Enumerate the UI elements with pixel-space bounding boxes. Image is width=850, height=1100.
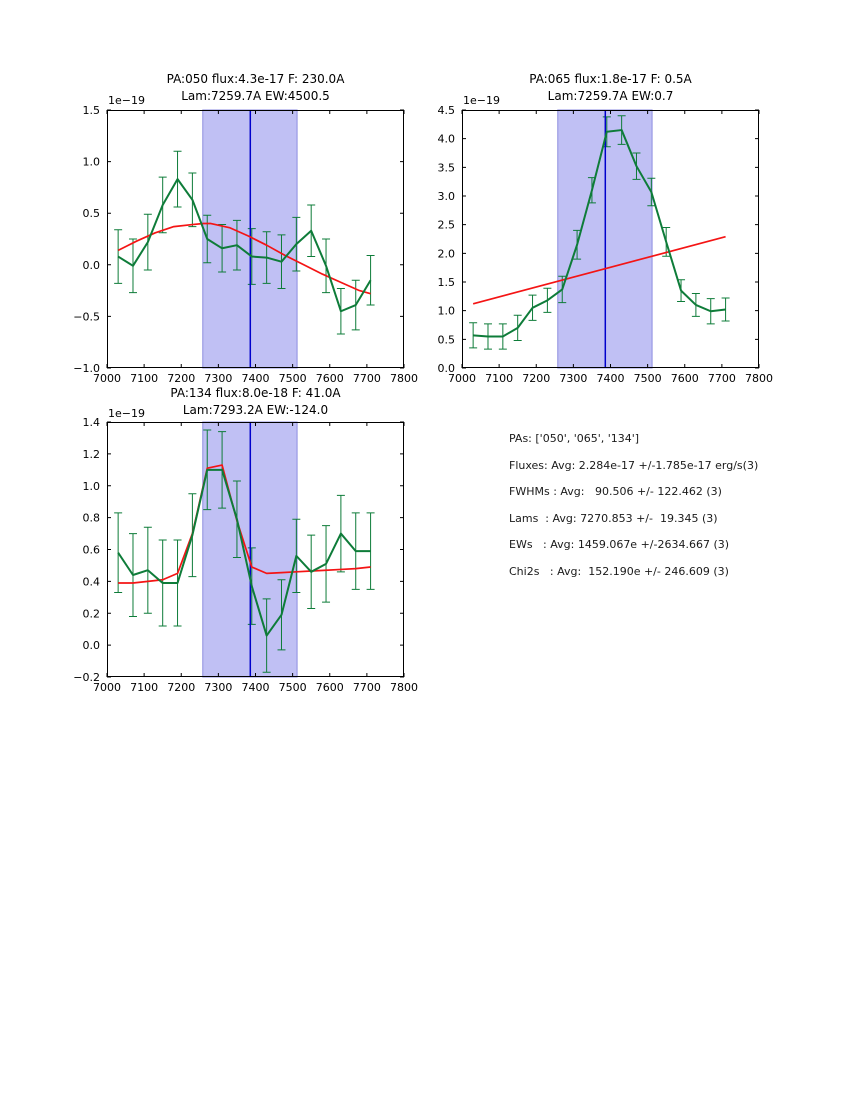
stats-panel: [509, 432, 758, 591]
y-tick-label: 0.8: [82, 511, 100, 525]
x-tick-label: 7300: [204, 681, 233, 694]
y-tick-label: −0.2: [73, 671, 100, 684]
plot3-offset-label: 1e−19: [108, 407, 145, 420]
y-tick-label: 1.0: [437, 304, 455, 318]
y-tick-label: 0.0: [82, 258, 100, 272]
x-tick-label: 7700: [352, 681, 381, 694]
y-tick-label: 1.4: [82, 416, 100, 429]
y-tick-label: 0.5: [437, 333, 455, 347]
plot1-title: [107, 71, 404, 105]
y-tick-label: 4.0: [437, 132, 455, 146]
y-tick-label: 0.0: [82, 639, 100, 653]
x-tick-label: 7700: [352, 372, 381, 385]
x-tick-label: 7800: [390, 681, 418, 694]
y-tick-label: 0.4: [82, 575, 100, 589]
plot3-title-line2: Lam:7293.2A EW:-124.0: [182, 403, 329, 417]
x-tick-label: 7800: [745, 372, 773, 385]
y-tick-label: 4.5: [437, 104, 455, 117]
plot2-title-line2: Lam:7259.7A EW:0.7: [547, 89, 674, 103]
x-tick-label: 7300: [559, 372, 588, 385]
plot2-title: [462, 71, 759, 105]
x-tick-label: 7100: [130, 681, 159, 694]
plot2-axes: [437, 104, 773, 385]
plot1-axes: [73, 104, 418, 385]
x-tick-label: 7500: [278, 372, 307, 385]
x-tick-label: 7200: [522, 372, 551, 385]
x-tick-label: 7600: [315, 681, 344, 694]
x-tick-label: 7500: [633, 372, 662, 385]
plot2-offset-label: 1e−19: [463, 94, 500, 107]
y-tick-label: 3.0: [437, 190, 455, 203]
stats-lams: Lams : Avg: 7270.853 +/- 19.345 (3): [509, 511, 718, 525]
x-tick-label: 7400: [596, 372, 625, 385]
y-tick-label: 2.0: [437, 247, 455, 261]
plot3-axes: [73, 416, 418, 694]
y-tick-label: 0.0: [437, 362, 455, 375]
x-tick-label: 7000: [93, 681, 121, 694]
stats-fluxes: Fluxes: Avg: 2.284e-17 +/-1.785e-17 erg/s(3): [509, 458, 759, 472]
x-tick-label: 7000: [93, 372, 121, 385]
x-tick-label: 7000: [448, 372, 476, 385]
y-tick-label: −0.5: [73, 310, 100, 324]
y-tick-label: 2.5: [437, 218, 455, 232]
y-tick-label: 1.5: [437, 276, 455, 289]
y-tick-label: 1.0: [82, 155, 100, 169]
y-tick-label: −1.0: [73, 362, 100, 375]
x-tick-label: 7600: [670, 372, 699, 385]
x-tick-label: 7100: [485, 372, 514, 385]
x-tick-label: 7500: [278, 681, 307, 694]
x-tick-label: 7300: [204, 372, 233, 385]
stats-chi2s: Chi2s : Avg: 152.190e +/- 246.609 (3): [509, 564, 729, 578]
plot2-title-line1: PA:065 flux:1.8e-17 F: 0.5A: [529, 72, 692, 86]
x-tick-label: 7200: [167, 372, 196, 385]
y-tick-label: 1.5: [82, 104, 100, 117]
y-tick-label: 0.5: [82, 207, 100, 221]
x-tick-label: 7600: [315, 372, 344, 385]
y-tick-label: 3.5: [437, 161, 455, 175]
y-tick-label: 1.2: [82, 447, 100, 461]
plot3-title: [107, 385, 404, 419]
stats-fwhms: FWHMs : Avg: 90.506 +/- 122.462 (3): [509, 485, 722, 498]
plot3-title-line1: PA:134 flux:8.0e-18 F: 41.0A: [170, 386, 341, 400]
plot1-offset-label: 1e−19: [108, 94, 145, 107]
stats-ews: EWs : Avg: 1459.067e +/-2634.667 (3): [509, 538, 730, 551]
plot1-title-line2: Lam:7259.7A EW:4500.5: [181, 89, 330, 103]
x-tick-label: 7800: [390, 372, 418, 385]
x-tick-label: 7400: [241, 681, 270, 694]
x-tick-label: 7700: [707, 372, 736, 385]
x-tick-label: 7400: [241, 372, 270, 385]
y-tick-label: 0.2: [82, 607, 100, 621]
plot1-title-line1: PA:050 flux:4.3e-17 F: 230.0A: [166, 72, 345, 86]
x-tick-label: 7100: [130, 372, 159, 385]
stats-pas: PAs: ['050', '065', '134']: [509, 432, 640, 445]
x-tick-label: 7200: [167, 681, 196, 694]
y-tick-label: 0.6: [82, 543, 100, 557]
y-tick-label: 1.0: [82, 479, 100, 493]
